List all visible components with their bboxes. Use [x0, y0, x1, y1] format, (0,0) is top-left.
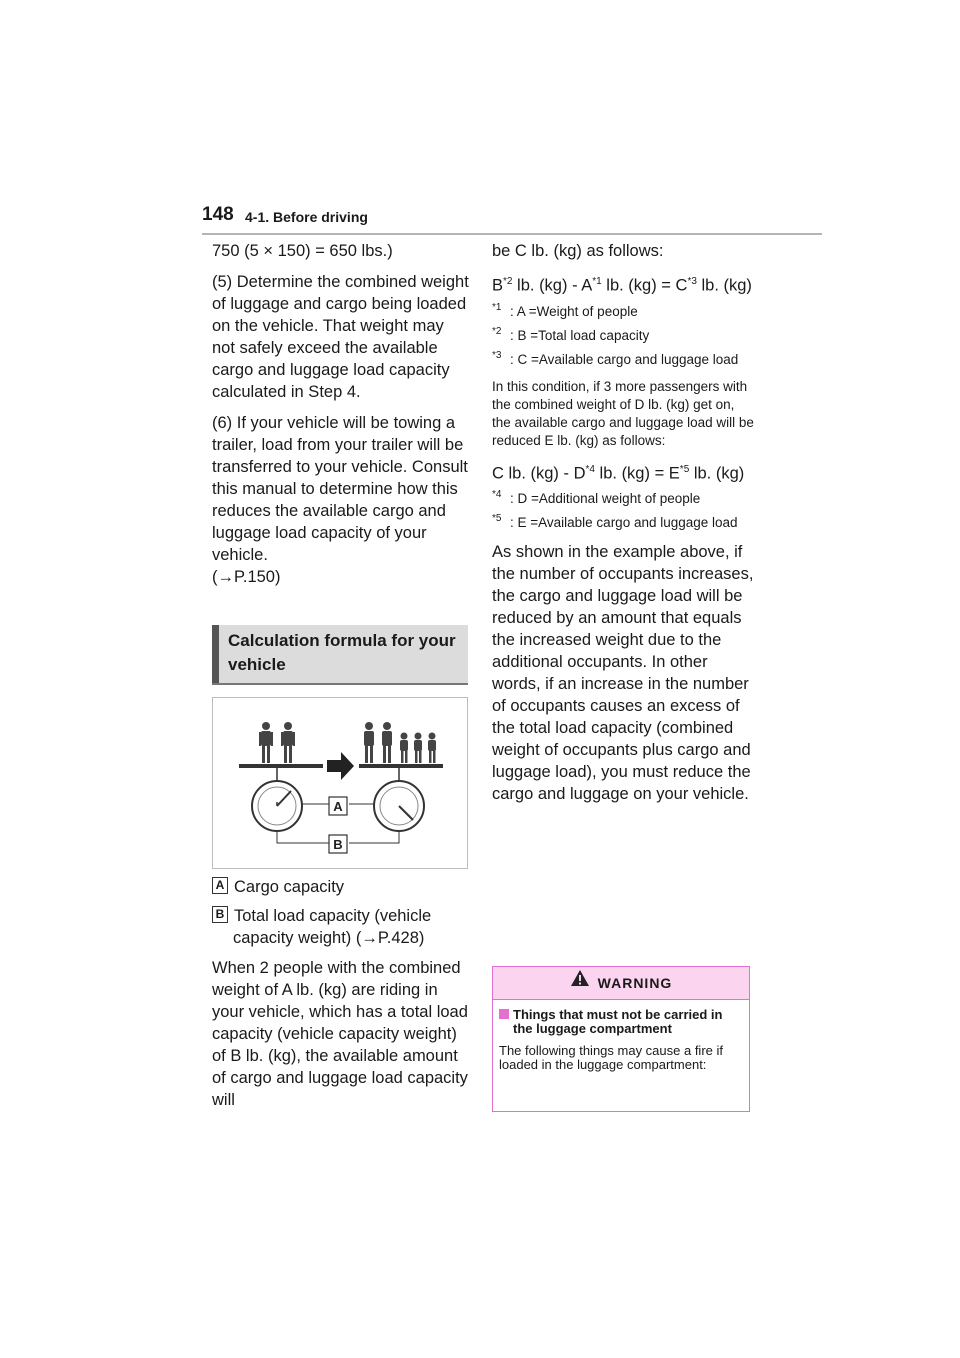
warning-body: The following things may cause a fire if loaded in the luggage compartment: [499, 1043, 723, 1072]
left-column-text [212, 240, 470, 588]
section-heading: Calculation formula for your vehicle [212, 625, 468, 683]
section-heading-rule [212, 683, 468, 685]
person-icon-group-left [259, 722, 295, 763]
footnote-4: *4 : D =Additional weight of people [492, 489, 701, 506]
legend-b [212, 905, 489, 949]
example-paragraph: When 2 people with the combined weight of A lb. (kg) are riding in your vehicle, which has a total load capacity (vehicle capacity weight) of B lb. (kg), the available amount of cargo and luggage load capacity will [212, 959, 468, 1109]
figure-label-b: B [333, 837, 343, 852]
step-6-paragraph [212, 412, 470, 588]
left-platform [239, 764, 323, 768]
footnote-1: *1 : A =Weight of people [492, 301, 638, 319]
legend-a [212, 876, 468, 898]
figure-label-a: A [333, 799, 343, 814]
footnote-2: *2 : B =Total load capacity [492, 325, 650, 343]
arrow-icon [327, 752, 354, 780]
warning-item-text: Things that must not be carried in the luggage compartment [513, 1007, 723, 1036]
calc-line: 750 (5 × 150) = 650 lbs.) [212, 242, 393, 260]
condition-paragraph: In this condition, if 3 more passengers with the combined weight of D lb. (kg) get on, the available cargo and luggage load will be reduced E lb. (kg) as follows: [492, 378, 754, 448]
legend-text-b: Total load capacity (vehicle capacity weight) (→P.428) [233, 907, 432, 947]
step-6-text: (6) If your vehicle will be towing a trailer, load from your trailer will be transferred to your vehicle. Consult this manual to determine how this reduces the available cargo and luggage load capacity of your vehicle. [212, 414, 468, 564]
step-5-paragraph: (5) Determine the combined weight of luggage and cargo being loaded on the vehicle. That weight may not safely exceed the available cargo and luggage load capacity calculated in Step 4. [212, 273, 469, 401]
summary-paragraph: As shown in the example above, if the number of occupants increases, the cargo and luggage load will be reduced by an amount that equals the increased weight due to the additional occupants. In other words, if an increase in the number of occupants causes an excess of the total load capacity (combined weight of occupants plus cargo and luggage load), you must reduce the cargo and luggage on your vehicle. [492, 543, 754, 803]
legend-text-a: Cargo capacity [234, 878, 345, 896]
section-title: 4-1. Before driving [245, 209, 368, 225]
warning-title: WARNING [597, 975, 673, 991]
formula-1: $B^{*2}$ lb. $(kg) - A^{*1}$ lb. $(kg) = C^{*3}$ lb. (kg) [492, 276, 752, 295]
person-icon-group-right [364, 722, 436, 763]
formula-2: C lb. $(kg) - D^{*4}$ lb. $(kg) = E^{*5}$ lb. (kg) [492, 463, 745, 482]
legend-marker-a: A [212, 877, 228, 894]
load-capacity-illustration [213, 698, 467, 868]
warning-box [492, 966, 750, 1112]
warning-item [499, 1008, 743, 1036]
gauge-icon-right [374, 781, 424, 831]
right-platform [359, 764, 443, 768]
gauge-icon-left [252, 781, 302, 831]
intro-line: be C lb. (kg) as follows: [492, 242, 664, 260]
warning-header [493, 967, 749, 1000]
header-divider [202, 233, 822, 235]
load-capacity-figure [212, 697, 468, 869]
legend-marker-b: B [212, 906, 228, 923]
page-reference-link[interactable]: (→P.150) [212, 568, 281, 586]
warning-triangle-icon [570, 966, 590, 998]
footnote-5: *5 : E =Available cargo and luggage load [492, 513, 738, 530]
footnote-3: *3 : C =Available cargo and luggage load [492, 349, 739, 367]
bullet-square-icon [499, 1009, 509, 1019]
page-number: 148 [202, 204, 234, 225]
right-column-text [492, 240, 754, 805]
